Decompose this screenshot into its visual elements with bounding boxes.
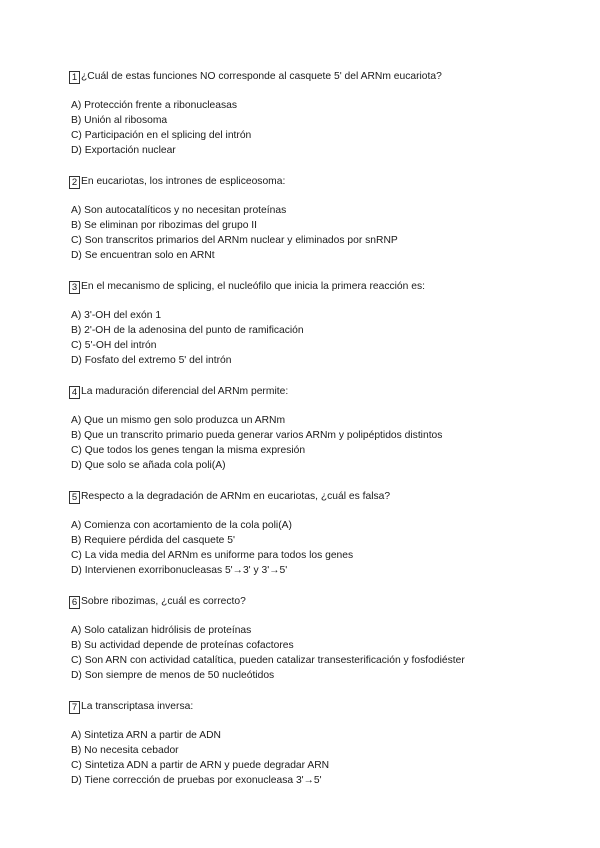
option-c: C) Son transcritos primarios del ARNm nuclear y eliminados por snRNP <box>71 235 398 246</box>
quiz-page <box>69 70 569 788</box>
option-a: A) Protección frente a ribonucleasas <box>71 100 237 111</box>
question-text: Sobre ribozimas, ¿cuál es correcto? <box>81 596 246 607</box>
option-b: B) 2'-OH de la adenosina del punto de ramificación <box>71 325 304 336</box>
option-d: D) Se encuentran solo en ARNt <box>71 250 215 261</box>
question-2 <box>69 175 569 263</box>
options-list <box>71 413 569 473</box>
option-c: C) La vida media del ARNm es uniforme para todos los genes <box>71 550 354 561</box>
option-a: A) 3'-OH del exón 1 <box>71 310 162 321</box>
question-text: Respecto a la degradación de ARNm en eucariotas, ¿cuál es falsa? <box>81 491 391 502</box>
question-number-box: 3 <box>69 281 80 294</box>
option-a: A) Sintetiza ARN a partir de ADN <box>71 730 221 741</box>
options-list <box>71 728 569 788</box>
question-header <box>69 385 569 399</box>
option-d: D) Intervienen exorribonucleasas 5'→3' y 3'→5' <box>71 565 288 576</box>
option-c: C) Participación en el splicing del intrón <box>71 130 252 141</box>
option-b: B) Se eliminan por ribozimas del grupo II <box>71 220 258 231</box>
question-number-box: 2 <box>69 176 80 189</box>
option-a: A) Comienza con acortamiento de la cola poli(A) <box>71 520 292 531</box>
option-b: B) Unión al ribosoma <box>71 115 168 126</box>
question-number-box: 6 <box>69 596 80 609</box>
question-header <box>69 595 569 609</box>
question-3 <box>69 280 569 368</box>
question-6 <box>69 595 569 683</box>
question-text: La maduración diferencial del ARNm permite: <box>81 386 289 397</box>
question-number-box: 1 <box>69 71 80 84</box>
options-list <box>71 518 569 578</box>
question-number-box: 4 <box>69 386 80 399</box>
question-header <box>69 280 569 294</box>
option-d: D) Tiene corrección de pruebas por exonucleasa 3'→5' <box>71 775 322 786</box>
question-number-box: 7 <box>69 701 80 714</box>
question-header <box>69 490 569 504</box>
option-d: D) Son siempre de menos de 50 nucleótidos <box>71 670 275 681</box>
question-text: La transcriptasa inversa: <box>81 701 194 712</box>
option-b: B) Que un transcrito primario pueda generar varios ARNm y polipéptidos distintos <box>71 430 443 441</box>
question-1 <box>69 70 569 158</box>
option-b: B) No necesita cebador <box>71 745 179 756</box>
question-header <box>69 70 569 84</box>
option-a: A) Son autocatalíticos y no necesitan proteínas <box>71 205 287 216</box>
option-d: D) Que solo se añada cola poli(A) <box>71 460 226 471</box>
options-list <box>71 308 569 368</box>
question-4 <box>69 385 569 473</box>
question-number-box: 5 <box>69 491 80 504</box>
option-a: A) Solo catalizan hidrólisis de proteínas <box>71 625 252 636</box>
option-d: D) Exportación nuclear <box>71 145 176 156</box>
question-5 <box>69 490 569 578</box>
question-header <box>69 700 569 714</box>
options-list <box>71 203 569 263</box>
question-7 <box>69 700 569 788</box>
option-d: D) Fosfato del extremo 5' del intrón <box>71 355 232 366</box>
option-c: C) Que todos los genes tengan la misma expresión <box>71 445 306 456</box>
question-header <box>69 175 569 189</box>
question-text: ¿Cuál de estas funciones NO corresponde al casquete 5' del ARNm eucariota? <box>81 71 442 82</box>
option-c: C) 5'-OH del intrón <box>71 340 157 351</box>
option-b: B) Requiere pérdida del casquete 5' <box>71 535 235 546</box>
option-c: C) Son ARN con actividad catalítica, pueden catalizar transesterificación y fosfodiéster <box>71 655 465 666</box>
question-text: En eucariotas, los intrones de espliceosoma: <box>81 176 286 187</box>
options-list <box>71 98 569 158</box>
options-list <box>71 623 569 683</box>
question-text: En el mecanismo de splicing, el nucleófilo que inicia la primera reacción es: <box>81 281 425 292</box>
option-c: C) Sintetiza ADN a partir de ARN y puede degradar ARN <box>71 760 330 771</box>
option-b: B) Su actividad depende de proteínas cofactores <box>71 640 294 651</box>
option-a: A) Que un mismo gen solo produzca un ARNm <box>71 415 286 426</box>
